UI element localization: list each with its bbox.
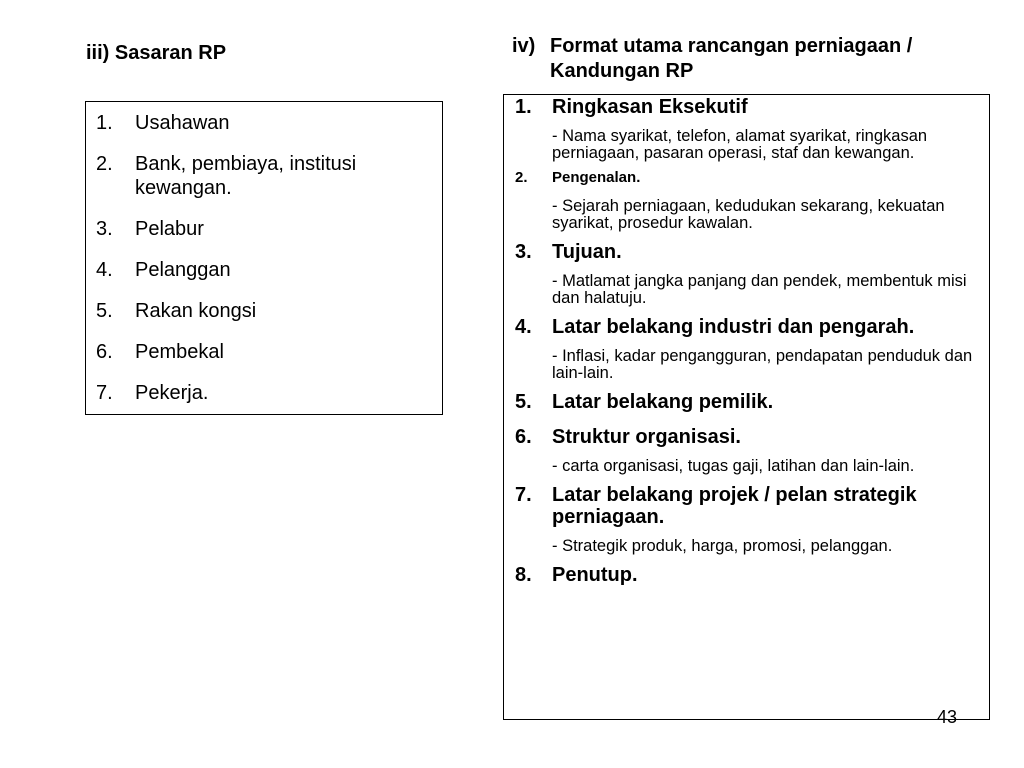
list-item	[504, 168, 989, 232]
item-number: 1.	[515, 96, 532, 118]
item-number: 7.	[96, 382, 113, 404]
list-item	[86, 381, 442, 405]
item-number: 7.	[515, 484, 532, 506]
item-description: - carta organisasi, tugas gaji, latihan dan lain-lain.	[552, 457, 915, 475]
list-item	[504, 484, 989, 555]
item-number: 6.	[96, 341, 113, 363]
left-panel-heading: iii) Sasaran RP	[86, 42, 227, 64]
item-text: Rakan kongsi	[135, 300, 257, 322]
item-number: 3.	[515, 241, 532, 263]
item-title: Tujuan.	[552, 241, 622, 263]
list-item	[504, 564, 989, 586]
list-item	[504, 241, 989, 307]
item-number: 1.	[96, 112, 113, 134]
target-audience-list	[86, 102, 442, 405]
item-description: - Matlamat jangka panjang dan pendek, membentuk misi dan halatuju.	[552, 272, 967, 307]
item-title: Latar belakang pemilik.	[552, 391, 774, 413]
item-description: - Inflasi, kadar pengangguran, pendapatan penduduk dan lain-lain.	[552, 347, 973, 382]
page-number: 43	[937, 707, 958, 727]
heading-line-2: Kandungan RP	[550, 60, 694, 82]
item-text: Bank, pembiaya, institusi kewangan.	[135, 153, 357, 199]
list-item	[504, 426, 989, 475]
item-number: 5.	[96, 300, 113, 322]
list-item	[86, 299, 442, 323]
item-number: 4.	[96, 259, 113, 281]
item-title: Latar belakang projek / pelan strategik perniagaan.	[552, 484, 917, 528]
item-title: Ringkasan Eksekutif	[552, 96, 748, 118]
item-number: 2.	[515, 169, 528, 186]
item-title: Pengenalan.	[552, 169, 641, 186]
list-item	[504, 391, 989, 413]
target-audience-box	[85, 101, 443, 415]
business-plan-contents-box	[503, 94, 990, 720]
business-plan-contents-list	[504, 95, 989, 586]
list-item	[504, 96, 989, 162]
item-number: 4.	[515, 316, 532, 338]
list-item	[504, 316, 989, 382]
list-item	[86, 152, 442, 200]
item-text: Pelabur	[135, 218, 204, 240]
list-item	[86, 340, 442, 364]
item-number: 5.	[515, 391, 532, 413]
item-title: Struktur organisasi.	[552, 426, 741, 448]
item-description: - Nama syarikat, telefon, alamat syarikat, ringkasan perniagaan, pasaran operasi, staf dan kewangan.	[552, 127, 928, 162]
list-item	[86, 111, 442, 135]
item-text: Pelanggan	[135, 259, 231, 281]
heading-line-1: Format utama rancangan perniagaan /	[550, 35, 913, 57]
item-description: - Strategik produk, harga, promosi, pelanggan.	[552, 537, 893, 555]
item-title: Latar belakang industri dan pengarah.	[552, 316, 915, 338]
item-number: 3.	[96, 218, 113, 240]
item-number: 6.	[515, 426, 532, 448]
item-text: Pekerja.	[135, 382, 209, 404]
right-panel-heading	[512, 34, 912, 84]
list-item	[86, 217, 442, 241]
item-description: - Sejarah perniagaan, kedudukan sekarang, kekuatan syarikat, prosedur kawalan.	[552, 197, 945, 232]
item-text: Usahawan	[135, 112, 230, 134]
item-title: Penutup.	[552, 564, 638, 586]
item-text: Pembekal	[135, 341, 224, 363]
list-item	[86, 258, 442, 282]
heading-number: iv)	[512, 35, 536, 57]
item-number: 2.	[96, 153, 113, 175]
item-number: 8.	[515, 564, 532, 586]
